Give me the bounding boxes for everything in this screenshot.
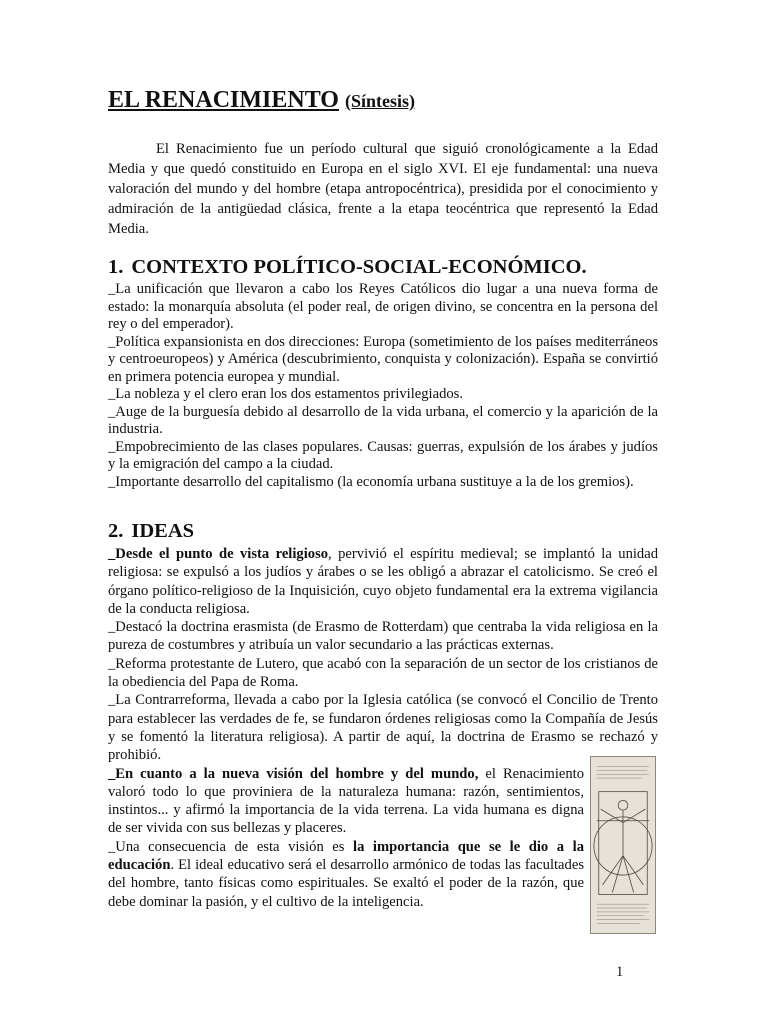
ideas-paragraph-vision xyxy=(108,765,584,838)
list-item: _Empobrecimiento de las clases populares. Causas: guerras, expulsión de los árabes y judíos y la emigración del campo a la ciudad. xyxy=(108,438,658,472)
bold-phrase: la importancia que se le dio a la educación xyxy=(108,838,584,874)
section-1-number: 1. xyxy=(108,256,124,278)
intro-paragraph: El Renacimiento fue un período cultural que siguió cronológicamente a la Edad Media y que quedó constituido en Europa en el siglo XVI. El eje fundamental: una nueva valoración del mundo y del hombre (etapa antropocéntrica), presidida por el conocimiento y admiración de la antigüedad clásica, frente a la etapa teocéntrica que representó la Edad Media. xyxy=(108,141,658,237)
section-2-heading xyxy=(108,517,658,545)
list-item: _Importante desarrollo del capitalismo (la economía urbana sustituye a la de los gremios). xyxy=(108,473,634,490)
section-2-title: IDEAS xyxy=(131,520,195,542)
ideas-paragraph-erasmus: _Destacó la doctrina erasmista (de Erasmo de Rotterdam) que centraba la vida religiosa en la pureza de costumbres y atribuía un valor secundario a las prácticas externas. xyxy=(108,619,658,654)
paragraph-text: el Renacimiento valoró todo lo que proviniera de la naturaleza humana: razón, sentimientos, instintos... y afirmó la importancia de la vida terrena. La vida humana es digna de ser vivida con sus bellezas y placeres. xyxy=(108,765,584,837)
ideas-paragraph-education xyxy=(108,838,584,911)
section-2-number: 2. xyxy=(108,520,124,542)
list-item: _Auge de la burguesía debido al desarrollo de la vida urbana, el comercio y la aparición de la industria. xyxy=(108,403,658,437)
ideas-paragraph-reform: _Reforma protestante de Lutero, que acabó con la separación de un sector de los cristianos de la obediencia del Papa de Roma. xyxy=(108,655,658,691)
page-number: 1 xyxy=(616,964,624,980)
paragraph-text: , pervivió el espíritu medieval; se implantó la unidad religiosa: se expulsó a los judíos y árabes o se les obligó a abrazar el catolicismo. Se creó el órgano político-religioso de la Inquisición, cuyo objeto fundamental era la extrema vigilancia de la conducta religiosa. xyxy=(108,546,659,617)
paragraph-text: _Una consecuencia de esta visión es xyxy=(108,838,354,855)
section-1-list xyxy=(108,281,658,491)
document-page xyxy=(108,84,658,911)
section-1-heading xyxy=(108,253,658,281)
list-item: _Política expansionista en dos direcciones: Europa (sometimiento de los países mediterráneos y centroeuropeos) y América (descubrimiento, conquista y colonización). España se convirtió en primera potencia europea y mundial. xyxy=(108,333,658,385)
section-2-body xyxy=(108,545,658,911)
title-main: EL RENACIMIENTO xyxy=(108,87,339,113)
list-item: _La nobleza y el clero eran los dos estamentos privilegiados. xyxy=(108,386,464,402)
title-subtitle: (Síntesis) xyxy=(344,91,415,111)
paragraph-text: . El ideal educativo será el desarrollo armónico de todas las facultades del hombre, tanto físicas como espirituales. Se exaltó el poder de la razón, que debe dominar la pasión, y el cultivo de la inteligencia. xyxy=(108,857,584,910)
bold-phrase: _Desde el punto de vista religioso xyxy=(108,546,329,562)
bold-phrase: _En cuanto a la nueva visión del hombre y del mundo, xyxy=(108,765,479,782)
list-item: _La unificación que llevaron a cabo los Reyes Católicos dio lugar a una nueva forma de estado: la monarquía absoluta (el poder real, de origen divino, se concentra en la persona del rey o del emperador). xyxy=(108,281,658,332)
document-title xyxy=(108,84,658,117)
vitruvian-man-icon xyxy=(591,757,655,933)
vitruvian-man-image xyxy=(590,756,656,934)
section-1-title: CONTEXTO POLÍTICO-SOCIAL-ECONÓMICO. xyxy=(131,256,587,278)
ideas-paragraph-religion xyxy=(108,545,658,618)
ideas-paragraph-counterreform: _La Contrarreforma, llevada a cabo por la Iglesia católica (se convocó el Concilio de Trento para establecer las verdades de fe, se fundaron órdenes religiosas como la Compañía de Jesús y se fomentó la literatura religiosa). A partir de aquí, la doctrina de Erasmo se rechazó y prohibió. xyxy=(108,692,658,764)
